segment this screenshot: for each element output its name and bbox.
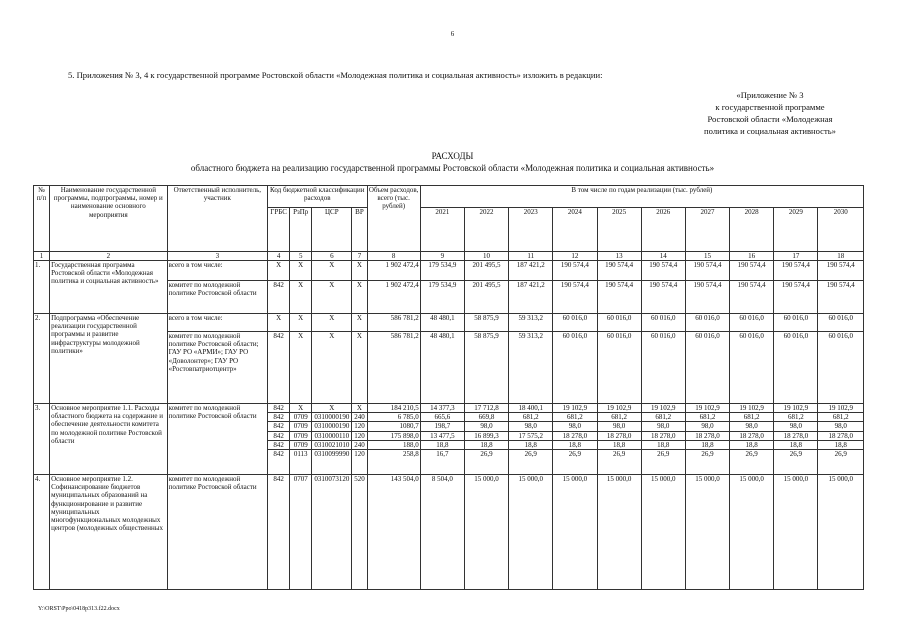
cell-year: 190 574,4 — [774, 261, 818, 281]
row-executor: комитет по молодежной политике Ростовской области — [167, 475, 267, 590]
cell-year: 18 278,0 — [597, 431, 641, 440]
cell-year: 18 278,0 — [553, 431, 597, 440]
header-rzpr: РзПр — [290, 208, 312, 252]
cell-year: 19 102,9 — [818, 404, 864, 413]
header-grbs: ГРБС — [268, 208, 290, 252]
cell-total: 188,0 — [367, 440, 420, 449]
cell-year: 98,0 — [597, 422, 641, 431]
row-num: 1. — [34, 261, 50, 314]
cell-year: 190 574,4 — [553, 281, 597, 314]
cell-year: 60 016,0 — [597, 314, 641, 332]
cell-year: 16 899,3 — [464, 431, 508, 440]
cell-csr: 0310000190 — [312, 422, 352, 431]
cell-year: 48 480,1 — [420, 314, 464, 332]
cell-total: 258,8 — [367, 450, 420, 475]
col-number: 1 — [34, 252, 50, 261]
cell-year: 15 000,0 — [464, 475, 508, 590]
cell-vr: X — [352, 281, 367, 314]
row-name: Государственная программа Ростовской области «Молодежная политика и социальная активность» — [50, 261, 168, 314]
cell-year: 18 278,0 — [685, 431, 729, 440]
cell-year: 8 504,0 — [420, 475, 464, 590]
col-number: 10 — [464, 252, 508, 261]
cell-year: 98,0 — [509, 422, 553, 431]
cell-csr: X — [312, 261, 352, 281]
cell-year: 15 000,0 — [553, 475, 597, 590]
header-executor: Ответственный исполнитель, участник — [167, 186, 267, 252]
cell-year: 15 000,0 — [730, 475, 774, 590]
cell-year: 681,2 — [774, 413, 818, 422]
col-number: 8 — [367, 252, 420, 261]
row-name: Основное мероприятие 1.2. Софинансирование бюджетов муниципальных образований на функционирование и развитие муниципальных многофункциональных молодежных центров (молодежных общественных — [50, 475, 168, 590]
header-years-group: В том числе по годам реализации (тыс. рублей) — [420, 186, 863, 208]
cell-year: 681,2 — [597, 413, 641, 422]
col-number: 14 — [641, 252, 685, 261]
cell-grbs: 842 — [268, 413, 290, 422]
cell-year: 26,9 — [685, 450, 729, 475]
cell-year: 60 016,0 — [774, 314, 818, 332]
cell-total: 586 781,2 — [367, 332, 420, 404]
cell-year: 19 102,9 — [685, 404, 729, 413]
cell-vr: X — [352, 404, 367, 413]
cell-vr: X — [352, 314, 367, 332]
cell-year: 18 400,1 — [509, 404, 553, 413]
cell-year: 18,8 — [685, 440, 729, 449]
cell-year: 681,2 — [818, 413, 864, 422]
appendix-line: к государственной программе — [715, 102, 825, 112]
cell-rzpr: 0709 — [290, 431, 312, 440]
header-vr: ВР — [352, 208, 367, 252]
cell-rzpr: 0709 — [290, 413, 312, 422]
row-num: 3. — [34, 404, 50, 475]
col-number: 7 — [352, 252, 367, 261]
col-number: 5 — [290, 252, 312, 261]
cell-year: 98,0 — [464, 422, 508, 431]
cell-total: 6 785,0 — [367, 413, 420, 422]
column-number-row — [34, 252, 864, 261]
row-executor: всего в том числе: — [167, 261, 267, 281]
col-number: 2 — [50, 252, 168, 261]
cell-year: 26,9 — [464, 450, 508, 475]
cell-grbs: 842 — [268, 450, 290, 475]
cell-year: 19 102,9 — [597, 404, 641, 413]
cell-rzpr: 0113 — [290, 450, 312, 475]
cell-grbs: 842 — [268, 440, 290, 449]
cell-year: 16,7 — [420, 450, 464, 475]
header-year: 2024 — [553, 208, 597, 252]
cell-csr: 0310000110 — [312, 431, 352, 440]
file-path-footer: Y:\ORST\Ppo\0418p313.f22.docx — [38, 606, 120, 612]
cell-year: 98,0 — [774, 422, 818, 431]
cell-vr: 120 — [352, 450, 367, 475]
cell-grbs: X — [268, 261, 290, 281]
row-name: Основное мероприятие 1.1. Расходы областного бюджета на содержание и обеспечение деятельности комитета по молодежной политике Ростовской области — [50, 404, 168, 475]
header-year: 2023 — [509, 208, 553, 252]
cell-csr: 0310099990 — [312, 450, 352, 475]
cell-year: 190 574,4 — [818, 281, 864, 314]
cell-vr: 240 — [352, 440, 367, 449]
cell-csr: X — [312, 314, 352, 332]
cell-year: 98,0 — [818, 422, 864, 431]
cell-year: 187 421,2 — [509, 281, 553, 314]
cell-year: 198,7 — [420, 422, 464, 431]
cell-year: 15 000,0 — [685, 475, 729, 590]
cell-year: 60 016,0 — [641, 314, 685, 332]
cell-year: 190 574,4 — [641, 281, 685, 314]
cell-year: 59 313,2 — [509, 314, 553, 332]
table-row — [34, 475, 864, 590]
cell-vr: 240 — [352, 413, 367, 422]
cell-rzpr: 0707 — [290, 475, 312, 590]
cell-year: 15 000,0 — [641, 475, 685, 590]
cell-year: 26,9 — [730, 450, 774, 475]
header-year: 2022 — [464, 208, 508, 252]
expenses-table — [33, 185, 864, 590]
cell-year: 98,0 — [641, 422, 685, 431]
header-name: Наименование государственной программы, подпрограммы, номер и наименование основного мероприятия — [50, 186, 168, 252]
cell-year: 60 016,0 — [685, 332, 729, 404]
cell-year: 58 875,9 — [464, 314, 508, 332]
cell-year: 18,8 — [420, 440, 464, 449]
row-executor: комитет по молодежной политике Ростовской области — [167, 404, 267, 475]
cell-year: 17 712,8 — [464, 404, 508, 413]
cell-year: 190 574,4 — [730, 281, 774, 314]
appendix-header — [690, 89, 850, 137]
row-executor: комитет по молодежной политике Ростовской области — [167, 281, 267, 314]
cell-rzpr: X — [290, 404, 312, 413]
cell-year: 98,0 — [730, 422, 774, 431]
col-number: 17 — [774, 252, 818, 261]
cell-year: 15 000,0 — [818, 475, 864, 590]
cell-year: 681,2 — [641, 413, 685, 422]
cell-vr: X — [352, 332, 367, 404]
row-name: Подпрограмма «Обеспечение реализации государственной программы и развитие инфраструктуры молодежной политики» — [50, 314, 168, 404]
cell-year: 190 574,4 — [730, 261, 774, 281]
cell-year: 58 875,9 — [464, 332, 508, 404]
cell-year: 190 574,4 — [641, 261, 685, 281]
header-year: 2021 — [420, 208, 464, 252]
header-year: 2030 — [818, 208, 864, 252]
cell-year: 26,9 — [597, 450, 641, 475]
document-title — [0, 150, 905, 174]
cell-year: 26,9 — [553, 450, 597, 475]
cell-rzpr: X — [290, 332, 312, 404]
cell-year: 60 016,0 — [774, 332, 818, 404]
cell-grbs: 842 — [268, 475, 290, 590]
appendix-line: «Приложение № 3 — [736, 90, 804, 100]
header-year: 2029 — [774, 208, 818, 252]
cell-year: 18,8 — [464, 440, 508, 449]
cell-year: 18,8 — [730, 440, 774, 449]
cell-year: 15 000,0 — [774, 475, 818, 590]
intro-text: 5. Приложения № 3, 4 к государственной программе Ростовской области «Молодежная политика и социальная активность» изложить в редакции: — [68, 70, 603, 80]
col-number: 6 — [312, 252, 352, 261]
cell-year: 59 313,2 — [509, 332, 553, 404]
col-number: 13 — [597, 252, 641, 261]
cell-rzpr: 0709 — [290, 422, 312, 431]
cell-year: 669,8 — [464, 413, 508, 422]
cell-grbs: 842 — [268, 332, 290, 404]
cell-grbs: X — [268, 314, 290, 332]
cell-csr: X — [312, 404, 352, 413]
header-volume: Объем расходов, всего (тыс. рублей) — [367, 186, 420, 252]
cell-year: 13 477,5 — [420, 431, 464, 440]
cell-year: 18,8 — [509, 440, 553, 449]
cell-year: 60 016,0 — [730, 314, 774, 332]
cell-year: 681,2 — [730, 413, 774, 422]
cell-year: 14 377,3 — [420, 404, 464, 413]
cell-year: 190 574,4 — [685, 261, 729, 281]
cell-year: 17 575,2 — [509, 431, 553, 440]
cell-year: 60 016,0 — [730, 332, 774, 404]
cell-year: 665,6 — [420, 413, 464, 422]
cell-year: 26,9 — [774, 450, 818, 475]
cell-vr: 520 — [352, 475, 367, 590]
col-number: 18 — [818, 252, 864, 261]
cell-year: 18 278,0 — [774, 431, 818, 440]
cell-year: 26,9 — [509, 450, 553, 475]
header-year: 2027 — [685, 208, 729, 252]
cell-year: 201 495,5 — [464, 281, 508, 314]
cell-year: 187 421,2 — [509, 261, 553, 281]
table-row — [34, 314, 864, 332]
cell-vr: 120 — [352, 431, 367, 440]
cell-total: 586 781,2 — [367, 314, 420, 332]
row-executor: всего в том числе: — [167, 314, 267, 332]
cell-year: 60 016,0 — [553, 314, 597, 332]
cell-year: 681,2 — [553, 413, 597, 422]
cell-year: 201 495,5 — [464, 261, 508, 281]
cell-year: 19 102,9 — [641, 404, 685, 413]
cell-year: 18 278,0 — [730, 431, 774, 440]
cell-year: 48 480,1 — [420, 332, 464, 404]
col-number: 4 — [268, 252, 290, 261]
cell-rzpr: X — [290, 261, 312, 281]
cell-total: 1 902 472,4 — [367, 261, 420, 281]
cell-year: 18,8 — [818, 440, 864, 449]
cell-csr: X — [312, 281, 352, 314]
col-number: 12 — [553, 252, 597, 261]
cell-vr: 120 — [352, 422, 367, 431]
cell-year: 179 534,9 — [420, 261, 464, 281]
cell-year: 179 534,9 — [420, 281, 464, 314]
cell-year: 190 574,4 — [685, 281, 729, 314]
col-number: 11 — [509, 252, 553, 261]
table-row — [34, 261, 864, 281]
cell-year: 681,2 — [509, 413, 553, 422]
col-number: 9 — [420, 252, 464, 261]
cell-year: 18 278,0 — [818, 431, 864, 440]
cell-year: 19 102,9 — [553, 404, 597, 413]
col-number: 16 — [730, 252, 774, 261]
cell-year: 681,2 — [685, 413, 729, 422]
cell-year: 98,0 — [685, 422, 729, 431]
cell-total: 184 210,5 — [367, 404, 420, 413]
header-year: 2028 — [730, 208, 774, 252]
cell-rzpr: X — [290, 281, 312, 314]
cell-year: 98,0 — [553, 422, 597, 431]
cell-rzpr: X — [290, 314, 312, 332]
cell-grbs: 842 — [268, 431, 290, 440]
cell-year: 18,8 — [553, 440, 597, 449]
cell-total: 143 504,0 — [367, 475, 420, 590]
cell-year: 190 574,4 — [597, 281, 641, 314]
cell-year: 18,8 — [597, 440, 641, 449]
cell-year: 190 574,4 — [774, 281, 818, 314]
cell-grbs: 842 — [268, 404, 290, 413]
appendix-line: Ростовской области «Молодежная — [707, 114, 833, 124]
cell-year: 18,8 — [641, 440, 685, 449]
cell-grbs: 842 — [268, 281, 290, 314]
header-csr: ЦСР — [312, 208, 352, 252]
col-number: 15 — [685, 252, 729, 261]
cell-year: 60 016,0 — [818, 314, 864, 332]
cell-csr: 0310073120 — [312, 475, 352, 590]
cell-year: 190 574,4 — [597, 261, 641, 281]
title-sub: областного бюджета на реализацию государственной программы Ростовской области «Молодежная политика и социальная активность» — [190, 163, 715, 173]
cell-year: 19 102,9 — [774, 404, 818, 413]
header-num: № п/п — [34, 186, 50, 252]
cell-year: 26,9 — [818, 450, 864, 475]
cell-csr: 0310000190 — [312, 413, 352, 422]
cell-year: 60 016,0 — [553, 332, 597, 404]
title-main: РАСХОДЫ — [431, 151, 474, 161]
cell-year: 190 574,4 — [818, 261, 864, 281]
page-number: 6 — [450, 30, 455, 38]
cell-year: 60 016,0 — [597, 332, 641, 404]
cell-year: 15 000,0 — [509, 475, 553, 590]
cell-csr: X — [312, 332, 352, 404]
row-executor: комитет по молодежной политике Ростовской области; ГАУ РО «АРМИ»; ГАУ РО «Доволонтер»; ГАУ РО «Ростовпатриотцентр» — [167, 332, 267, 404]
cell-year: 60 016,0 — [685, 314, 729, 332]
cell-total: 1080,7 — [367, 422, 420, 431]
cell-year: 26,9 — [641, 450, 685, 475]
header-code-group: Код бюджетной классификации расходов — [268, 186, 367, 208]
cell-total: 175 898,0 — [367, 431, 420, 440]
header-year: 2026 — [641, 208, 685, 252]
table-row — [34, 404, 864, 413]
cell-year: 190 574,4 — [553, 261, 597, 281]
cell-year: 15 000,0 — [597, 475, 641, 590]
row-num: 4. — [34, 475, 50, 590]
cell-year: 18,8 — [774, 440, 818, 449]
header-year: 2025 — [597, 208, 641, 252]
cell-year: 60 016,0 — [641, 332, 685, 404]
cell-year: 19 102,9 — [730, 404, 774, 413]
cell-csr: 0310021010 — [312, 440, 352, 449]
cell-vr: X — [352, 261, 367, 281]
cell-year: 60 016,0 — [818, 332, 864, 404]
cell-year: 18 278,0 — [641, 431, 685, 440]
row-num: 2. — [34, 314, 50, 404]
col-number: 3 — [167, 252, 267, 261]
cell-total: 1 902 472,4 — [367, 281, 420, 314]
cell-rzpr: 0709 — [290, 440, 312, 449]
appendix-line: политика и социальная активность» — [704, 126, 836, 136]
cell-grbs: 842 — [268, 422, 290, 431]
